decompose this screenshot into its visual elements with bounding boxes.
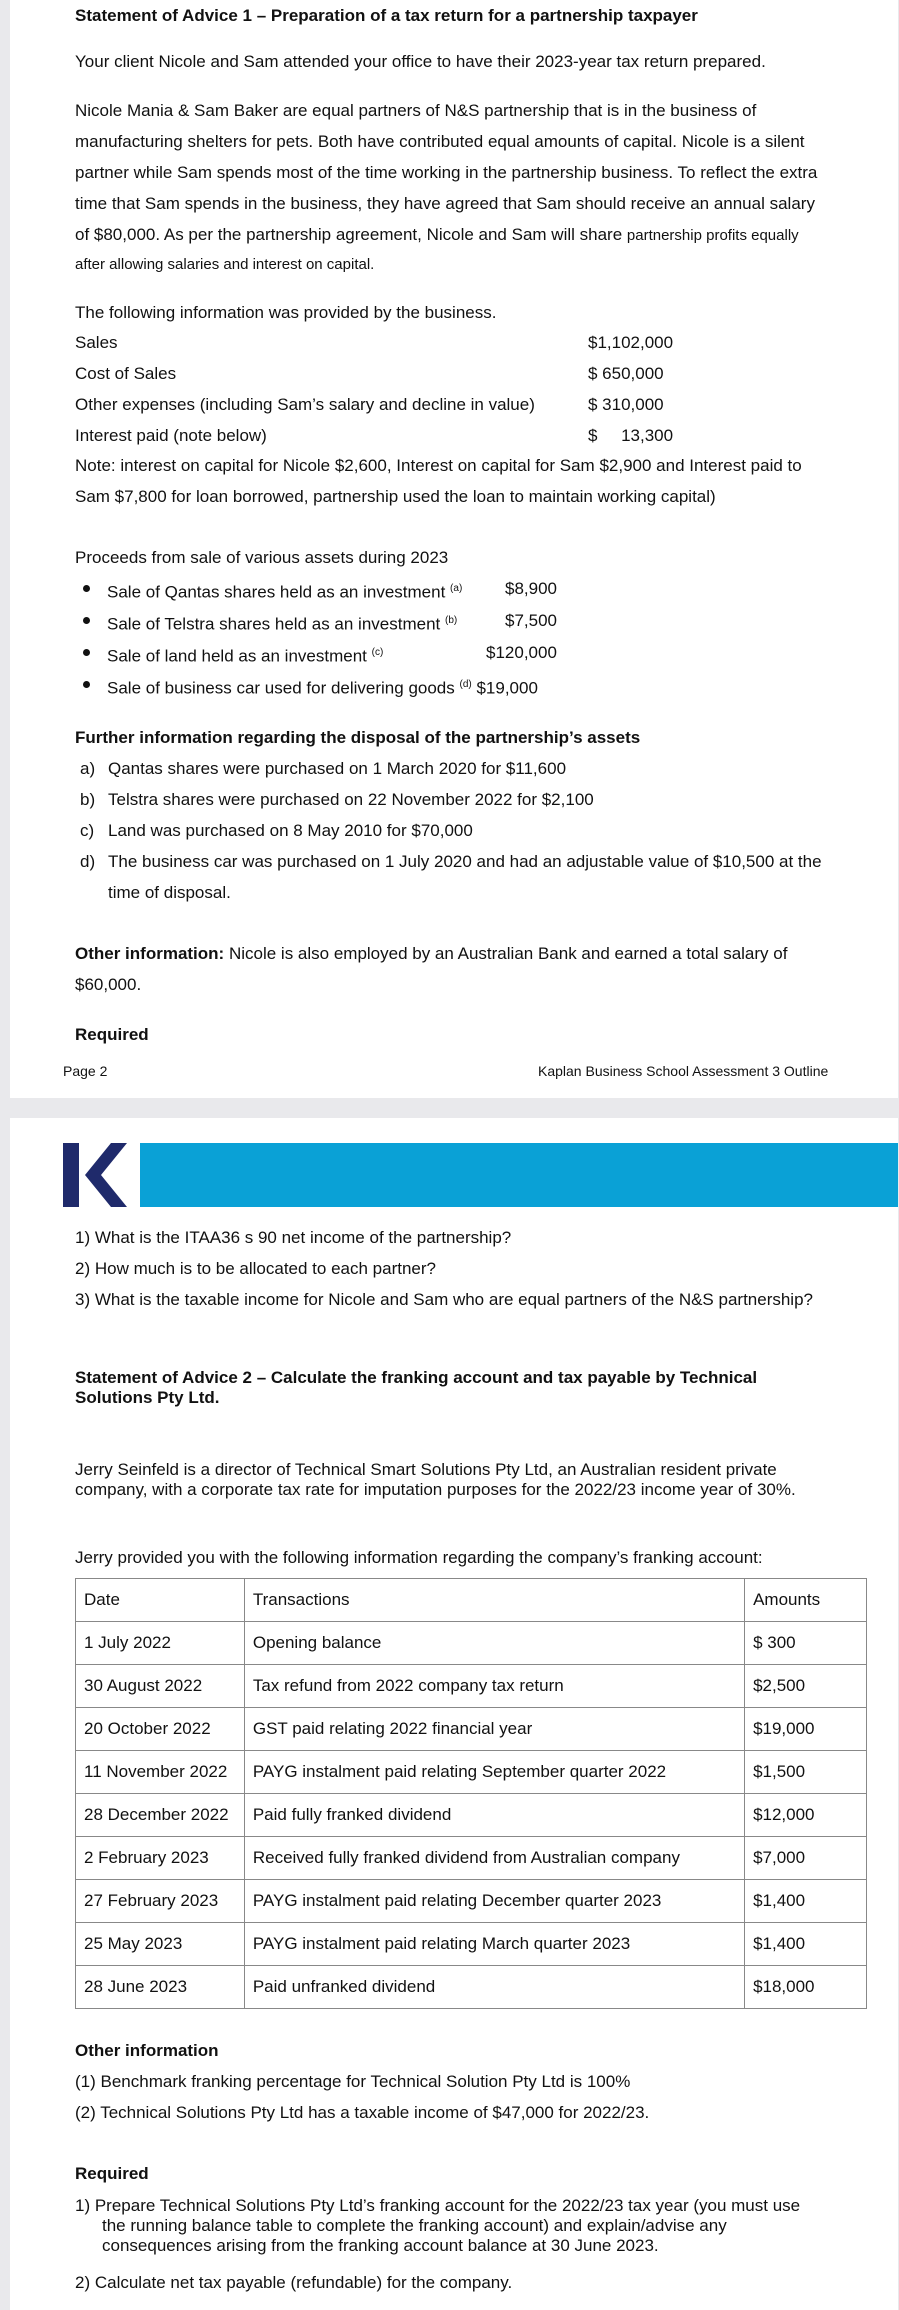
footer-title: Kaplan Business School Assessment 3 Outline: [538, 1063, 829, 1079]
cell-transaction: Paid unfranked dividend: [244, 1966, 744, 2009]
header-transactions: Transactions: [244, 1579, 744, 1622]
proceeds-value: $8,900: [505, 579, 557, 598]
proceeds-value: $19,000: [476, 678, 538, 698]
further-text-cont: time of disposal.: [108, 883, 231, 902]
table-row: [76, 1966, 867, 2009]
para-line: [75, 219, 799, 251]
para-line-small: after allowing salaries and interest on capital.: [75, 256, 375, 273]
question-item: 2) How much is to be allocated to each partner?: [75, 1259, 436, 1278]
cell-date: 28 June 2023: [76, 1966, 245, 2009]
para-line-text: of $80,000. As per the partnership agreement, Nicole and Sam will share: [75, 225, 623, 244]
required-item-cont: the running balance table to complete the franking account) and explain/advise any: [102, 2216, 727, 2235]
further-marker: a): [80, 759, 96, 778]
required-item: 1) Prepare Technical Solutions Pty Ltd’s franking account for the 2022/23 tax year (you must use: [75, 2196, 801, 2215]
cell-transaction: PAYG instalment paid relating December quarter 2023: [244, 1880, 744, 1923]
cell-date: 28 December 2022: [76, 1794, 245, 1837]
info-intro: The following information was provided by the business.: [75, 303, 497, 322]
soa2-title: Statement of Advice 2 – Calculate the franking account and tax payable by Technical: [75, 1368, 758, 1387]
proceeds-label: Sale of business car used for delivering goods: [107, 678, 455, 698]
other-info-text: Nicole is also employed by an Australian Bank and earned a total salary of: [228, 944, 788, 963]
other-info: [75, 938, 787, 969]
table-row: [76, 1794, 867, 1837]
proceeds-title: Proceeds from sale of various assets during 2023: [75, 548, 449, 567]
proceeds-value: $7,500: [505, 611, 557, 630]
cell-transaction: Tax refund from 2022 company tax return: [244, 1665, 744, 1708]
cell-transaction: Opening balance: [244, 1622, 744, 1665]
para-line: manufacturing shelters for pets. Both have contributed equal amounts of capital. Nicole is a silent: [75, 132, 805, 151]
cell-amount: $18,000: [745, 1966, 867, 2009]
kaplan-logo-icon: [63, 1143, 133, 1207]
question-item: 3) What is the taxable income for Nicole and Sam who are equal partners of the N&S partnership?: [75, 1290, 813, 1309]
bullet-icon: [83, 681, 90, 688]
cell-amount: $19,000: [745, 1708, 867, 1751]
table-row: [76, 1708, 867, 1751]
para-small-text: partnership profits equally: [626, 227, 799, 244]
further-text: Qantas shares were purchased on 1 March 2020 for $11,600: [108, 759, 567, 778]
further-marker: d): [80, 852, 96, 871]
page-1: [10, 0, 898, 1098]
required-heading: Required: [75, 1025, 149, 1044]
cell-date: 27 February 2023: [76, 1880, 245, 1923]
jerry-intro: Jerry Seinfeld is a director of Technical Smart Solutions Pty Ltd, an Australian resident private: [75, 1460, 777, 1479]
para-line: partner while Sam spends most of the time working in the partnership business. To reflect the extra: [75, 163, 818, 182]
header-date: Date: [76, 1579, 245, 1622]
note-line: Sam $7,800 for loan borrowed, partnership used the loan to maintain working capital): [75, 487, 716, 506]
table-row: [76, 1665, 867, 1708]
proceeds-item-label: [107, 669, 538, 704]
proceeds-item-label: [107, 637, 383, 672]
required-item: 2) Calculate net tax payable (refundable) for the company.: [75, 2273, 513, 2292]
cell-transaction: Received fully franked dividend from Australian company: [244, 1837, 744, 1880]
item-label: Interest paid (note below): [75, 426, 267, 445]
jerry-intro-cont: company, with a corporate tax rate for imputation purposes for the 2022/23 income year of 30%.: [75, 1480, 796, 1499]
proceeds-sup: (c): [371, 647, 384, 658]
item-value: $ 310,000: [588, 395, 664, 414]
item-label: Cost of Sales: [75, 364, 177, 383]
cell-amount: $2,500: [745, 1665, 867, 1708]
header-amounts: Amounts: [745, 1579, 867, 1622]
cell-date: 30 August 2022: [76, 1665, 245, 1708]
required-heading: Required: [75, 2164, 149, 2183]
table-row: [76, 1622, 867, 1665]
footer-page-number: Page 2: [63, 1063, 108, 1079]
table-intro: Jerry provided you with the following information regarding the company’s franking account:: [75, 1548, 763, 1567]
item-value: $ 13,300: [588, 426, 674, 445]
item-label: Other expenses (including Sam’s salary and decline in value): [75, 395, 535, 414]
other-info-title: Other information: [75, 2041, 219, 2060]
proceeds-label: Sale of land held as an investment: [107, 646, 367, 666]
other-info-label: Other information:: [75, 944, 225, 963]
proceeds-label: Sale of Qantas shares held as an investment: [107, 582, 446, 602]
note-line: Note: interest on capital for Nicole $2,600, Interest on capital for Sam $2,900 and Interest paid to: [75, 456, 802, 475]
proceeds-item-label: [107, 605, 457, 640]
cell-transaction: PAYG instalment paid relating March quarter 2023: [244, 1923, 744, 1966]
page-2: [10, 1118, 898, 2310]
cell-amount: $7,000: [745, 1837, 867, 1880]
item-value: $ 650,000: [588, 364, 664, 383]
other-info-item: (1) Benchmark franking percentage for Technical Solution Pty Ltd is 100%: [75, 2072, 631, 2091]
cell-amount: $ 300: [745, 1622, 867, 1665]
table-row: [76, 1751, 867, 1794]
soa2-title-cont: Solutions Pty Ltd.: [75, 1388, 220, 1407]
header-banner: [140, 1143, 898, 1207]
table-row: [76, 1837, 867, 1880]
further-marker: c): [80, 821, 95, 840]
bullet-icon: [83, 585, 90, 592]
item-label: Sales: [75, 333, 118, 352]
cell-date: 11 November 2022: [76, 1751, 245, 1794]
cell-transaction: Paid fully franked dividend: [244, 1794, 744, 1837]
cell-date: 1 July 2022: [76, 1622, 245, 1665]
table-row: [76, 1880, 867, 1923]
proceeds-item-label: [107, 573, 462, 608]
required-item-cont: consequences arising from the franking account balance at 30 June 2023.: [102, 2236, 659, 2255]
para-line: time that Sam spends in the business, they have agreed that Sam should receive an annual salary: [75, 194, 815, 213]
table-row: [76, 1923, 867, 1966]
cell-date: 2 February 2023: [76, 1837, 245, 1880]
cell-date: 20 October 2022: [76, 1708, 245, 1751]
para-line: Nicole Mania & Sam Baker are equal partners of N&S partnership that is in the business of: [75, 101, 757, 120]
cell-date: 25 May 2023: [76, 1923, 245, 1966]
cell-amount: $1,400: [745, 1880, 867, 1923]
further-text: The business car was purchased on 1 July 2020 and had an adjustable value of $10,500 at the: [108, 852, 822, 871]
franking-table: [75, 1578, 867, 2009]
item-value: $1,102,000: [588, 333, 674, 352]
other-info-text-2: $60,000.: [75, 975, 142, 994]
question-item: 1) What is the ITAA36 s 90 net income of the partnership?: [75, 1228, 512, 1247]
bullet-icon: [83, 649, 90, 656]
proceeds-sup: (b): [445, 615, 458, 626]
cell-amount: $1,500: [745, 1751, 867, 1794]
further-title: Further information regarding the disposal of the partnership’s assets: [75, 728, 641, 747]
proceeds-sup: (a): [450, 583, 463, 594]
cell-transaction: GST paid relating 2022 financial year: [244, 1708, 744, 1751]
other-info-item: (2) Technical Solutions Pty Ltd has a taxable income of $47,000 for 2022/23.: [75, 2103, 650, 2122]
proceeds-label: Sale of Telstra shares held as an investment: [107, 614, 441, 634]
further-text: Land was purchased on 8 May 2010 for $70,000: [108, 821, 473, 840]
soa1-intro: Your client Nicole and Sam attended your office to have their 2023-year tax return prepared.: [75, 52, 766, 71]
cell-amount: $12,000: [745, 1794, 867, 1837]
soa1-title: Statement of Advice 1 – Preparation of a tax return for a partnership taxpayer: [75, 6, 698, 25]
further-marker: b): [80, 790, 96, 809]
cell-transaction: PAYG instalment paid relating September quarter 2022: [244, 1751, 744, 1794]
further-text: Telstra shares were purchased on 22 November 2022 for $2,100: [108, 790, 594, 809]
proceeds-sup: (d): [459, 679, 472, 690]
table-header-row: [76, 1579, 867, 1622]
proceeds-value: $120,000: [486, 643, 557, 662]
bullet-icon: [83, 617, 90, 624]
cell-amount: $1,400: [745, 1923, 867, 1966]
